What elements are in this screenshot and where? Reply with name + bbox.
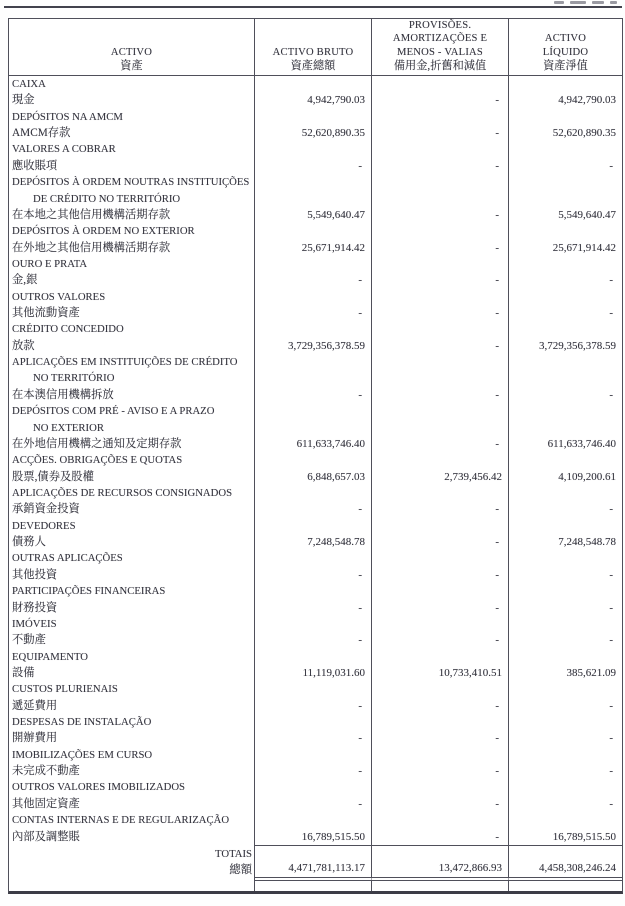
row-10-provisoes-empty (372, 452, 509, 468)
table-row (9, 109, 622, 125)
row-4-liquido-value: 25,671,914.42 (552, 241, 616, 254)
row-2-label-zh: 應收賬項 (9, 158, 255, 174)
table-row (9, 403, 622, 419)
row-13-label-zh: 其他投資 (9, 567, 255, 583)
table-row (9, 485, 622, 501)
row-6-provisoes-value: - (372, 305, 509, 321)
table-header-row (9, 19, 622, 76)
row-7-label-pt: CRÉDITO CONCEDIDO (9, 321, 255, 337)
row-14-provisoes-value: - (372, 600, 509, 616)
row-5-label-zh: 金,銀 (9, 272, 255, 288)
row-10-bruto-empty (255, 452, 372, 468)
row-9-label-pt: DEPÓSITOS COM PRÉ - AVISO E A PRAZO (9, 403, 255, 419)
row-13-provisoes-value: - (372, 567, 509, 583)
row-3-liquido-empty (509, 191, 622, 207)
table-row (9, 240, 622, 256)
assets-table (8, 18, 623, 894)
row-15-label-pt: IMÓVEIS (9, 616, 255, 632)
header-provisoes-pt-3: MENOS - VALIAS (397, 46, 483, 58)
totals-label-zh: 總額 (229, 864, 252, 877)
row-15-liquido-value: - (609, 634, 613, 647)
row-3-provisoes-empty (372, 174, 509, 190)
row-20-provisoes-value: - (372, 796, 509, 812)
row-8-liquido-empty (509, 354, 622, 370)
row-1-label-zh: AMCM存款 (9, 125, 255, 141)
row-10-label-pt: ACÇÕES. OBRIGAÇÕES E QUOTAS (9, 452, 255, 468)
row-8-bruto-empty (255, 354, 372, 370)
table-row (9, 747, 622, 763)
table-row (9, 370, 622, 386)
row-3-bruto-empty (255, 191, 372, 207)
row-3-provisoes-value: - (372, 207, 509, 223)
table-row (9, 698, 622, 714)
row-8-bruto-value: - (255, 387, 372, 403)
table-row (9, 452, 622, 468)
row-21-label-pt: CONTAS INTERNAS E DE REGULARIZAÇÃO (9, 812, 255, 828)
table-row (9, 125, 622, 141)
row-14-liquido-value: - (609, 601, 613, 614)
table-row (9, 665, 622, 681)
totals-liquido-value: 4,458,308,246.24 (509, 845, 622, 881)
header-activo-liquido (509, 19, 622, 76)
row-4-label-pt: DEPÓSITOS À ORDEM NO EXTERIOR (9, 223, 255, 239)
row-4-bruto-empty (255, 223, 372, 239)
row-19-liquido-value: - (609, 765, 613, 778)
row-11-liquido-value: - (609, 503, 613, 516)
table-row (9, 92, 622, 108)
table-row (9, 714, 622, 730)
table-row (9, 321, 622, 337)
table-row (9, 812, 622, 828)
row-12-provisoes-value: - (372, 534, 509, 550)
row-1-bruto-value: 52,620,890.35 (255, 125, 372, 141)
table-row (9, 550, 622, 566)
table-row (9, 387, 622, 403)
row-0-provisoes-value: - (372, 92, 509, 108)
empty-bottom-row (9, 881, 622, 891)
row-15-bruto-empty (255, 616, 372, 632)
row-17-bruto-empty (255, 681, 372, 697)
row-18-label-zh: 開辦費用 (9, 730, 255, 746)
table-row (9, 518, 622, 534)
row-4-provisoes-empty (372, 223, 509, 239)
header-bruto-zh: 資產總額 (290, 60, 336, 73)
table-row (9, 567, 622, 583)
row-21-provisoes-value: - (372, 829, 509, 845)
table-body (9, 76, 622, 845)
row-18-provisoes-value: - (372, 730, 509, 746)
row-9-bruto-value: 611,633,746.40 (255, 436, 372, 452)
table-row (9, 600, 622, 616)
row-20-bruto-value: - (255, 796, 372, 812)
row-17-provisoes-empty (372, 681, 509, 697)
header-bruto-pt: ACTIVO BRUTO (272, 46, 354, 58)
row-16-liquido-empty (509, 649, 622, 665)
row-20-label-pt: OUTROS VALORES IMOBILIZADOS (9, 779, 255, 795)
table-row (9, 207, 622, 223)
table-row (9, 272, 622, 288)
header-provisoes-pt-1: PROVISÕES. (408, 20, 472, 31)
row-0-liquido-value: 4,942,790.03 (558, 94, 616, 107)
row-17-provisoes-value: - (372, 698, 509, 714)
row-2-bruto-empty (255, 141, 372, 157)
header-provisoes-zh: 備用金,折舊和減值 (393, 60, 487, 73)
row-14-bruto-value: - (255, 600, 372, 616)
table-row (9, 632, 622, 648)
row-15-bruto-value: - (255, 632, 372, 648)
row-6-label-pt: OUTROS VALORES (9, 289, 255, 305)
row-1-provisoes-empty (372, 109, 509, 125)
header-activo-pt: ACTIVO (110, 46, 153, 58)
row-9-liquido-empty (509, 420, 622, 436)
row-15-label-zh: 不動產 (9, 632, 255, 648)
row-4-liquido-empty (509, 223, 622, 239)
row-0-label-pt: CAIXA (9, 76, 255, 92)
table-row (9, 305, 622, 321)
row-7-label-zh: 放款 (9, 338, 255, 354)
row-0-provisoes-empty (372, 76, 509, 92)
table-row (9, 141, 622, 157)
row-5-liquido-empty (509, 256, 622, 272)
row-12-liquido-value: 7,248,548.78 (558, 536, 616, 549)
row-4-label-zh: 在外地之其他信用機構活期存款 (9, 240, 255, 256)
header-activo-zh: 資產 (120, 60, 143, 73)
row-6-bruto-value: - (255, 305, 372, 321)
row-18-bruto-empty (255, 714, 372, 730)
table-row (9, 420, 622, 436)
row-8-label-pt: APLICAÇÕES EM INSTITUIÇÕES DE CRÉDITO (9, 354, 255, 370)
row-14-label-zh: 財務投資 (9, 600, 255, 616)
row-6-label-zh: 其他流動資產 (9, 305, 255, 321)
illegible-corner-marks (554, 1, 617, 4)
row-19-bruto-value: - (255, 763, 372, 779)
row-19-bruto-empty (255, 747, 372, 763)
row-2-bruto-value: - (255, 158, 372, 174)
row-11-bruto-empty (255, 485, 372, 501)
row-19-liquido-empty (509, 747, 622, 763)
table-row (9, 730, 622, 746)
row-7-provisoes-value: - (372, 338, 509, 354)
row-7-liquido-empty (509, 321, 622, 337)
row-21-bruto-empty (255, 812, 372, 828)
row-14-provisoes-empty (372, 583, 509, 599)
row-16-liquido-value: 385,621.09 (566, 666, 616, 679)
row-0-liquido-empty (509, 76, 622, 92)
row-3-label-zh: 在本地之其他信用機構活期存款 (9, 207, 255, 223)
row-1-bruto-empty (255, 109, 372, 125)
row-1-liquido-value: 52,620,890.35 (552, 127, 616, 140)
header-provisoes-pt-2: AMORTIZAÇÕES E (392, 33, 488, 45)
table-row (9, 76, 622, 92)
row-3-bruto-empty (255, 174, 372, 190)
row-13-liquido-empty (509, 550, 622, 566)
row-21-provisoes-empty (372, 812, 509, 828)
table-row (9, 158, 622, 174)
row-16-bruto-value: 11,119,031.60 (255, 665, 372, 681)
row-12-label-pt: DEVEDORES (9, 518, 255, 534)
row-18-provisoes-empty (372, 714, 509, 730)
row-8-bruto-empty (255, 370, 372, 386)
row-21-liquido-value: 16,789,515.50 (552, 830, 616, 843)
row-11-bruto-value: - (255, 501, 372, 517)
table-row (9, 469, 622, 485)
header-liquido-pt-1: ACTIVO (544, 33, 587, 45)
row-17-label-pt: CUSTOS PLURIENAIS (9, 681, 255, 697)
row-20-provisoes-empty (372, 779, 509, 795)
table-row (9, 796, 622, 812)
row-19-label-pt: IMOBILIZAÇÕES EM CURSO (9, 747, 255, 763)
row-0-bruto-value: 4,942,790.03 (255, 92, 372, 108)
table-row (9, 436, 622, 452)
row-8-provisoes-empty (372, 370, 509, 386)
row-1-label-pt: DEPÓSITOS NA AMCM (9, 109, 255, 125)
header-liquido-pt-2: LÍQUIDO (542, 46, 589, 58)
row-17-label-zh: 遞延費用 (9, 698, 255, 714)
row-16-provisoes-empty (372, 649, 509, 665)
row-1-provisoes-value: - (372, 125, 509, 141)
row-11-label-pt: APLICAÇÕES DE RECURSOS CONSIGNADOS (9, 485, 255, 501)
row-9-label-zh: 在外地信用機構之通知及定期存款 (9, 436, 255, 452)
row-6-bruto-empty (255, 289, 372, 305)
row-6-provisoes-empty (372, 289, 509, 305)
row-12-liquido-empty (509, 518, 622, 534)
header-activo (9, 19, 255, 76)
totals-label-pt: TOTAIS (215, 847, 252, 860)
row-15-provisoes-value: - (372, 632, 509, 648)
row-3-liquido-empty (509, 174, 622, 190)
row-14-liquido-empty (509, 583, 622, 599)
row-2-liquido-value: - (609, 159, 613, 172)
row-10-label-zh: 股票,債券及股權 (9, 469, 255, 485)
row-8-liquido-empty (509, 370, 622, 386)
table-row (9, 649, 622, 665)
row-19-label-zh: 未完成不動產 (9, 763, 255, 779)
row-8-liquido-value: - (609, 388, 613, 401)
header-liquido-zh: 資產淨值 (543, 60, 588, 73)
row-18-bruto-value: - (255, 730, 372, 746)
row-8-label-pt: NO TERRITÓRIO (9, 370, 255, 386)
table-row (9, 501, 622, 517)
row-13-liquido-value: - (609, 568, 613, 581)
row-8-label-zh: 在本澳信用機構拆放 (9, 387, 255, 403)
row-9-provisoes-empty (372, 420, 509, 436)
row-2-provisoes-empty (372, 141, 509, 157)
row-18-liquido-value: - (609, 732, 613, 745)
row-5-bruto-value: - (255, 272, 372, 288)
row-3-bruto-value: 5,549,640.47 (255, 207, 372, 223)
row-9-liquido-value: 611,633,746.40 (547, 437, 616, 450)
row-0-label-zh: 現金 (9, 92, 255, 108)
header-activo-bruto (255, 19, 372, 76)
row-1-liquido-empty (509, 109, 622, 125)
row-17-liquido-empty (509, 681, 622, 697)
row-18-label-pt: DESPESAS DE INSTALAÇÃO (9, 714, 255, 730)
row-21-liquido-empty (509, 812, 622, 828)
table-row (9, 763, 622, 779)
row-3-label-pt: DEPÓSITOS À ORDEM NOUTRAS INSTITUIÇÕES (9, 174, 255, 190)
row-20-label-zh: 其他固定資產 (9, 796, 255, 812)
row-2-liquido-empty (509, 141, 622, 157)
row-15-provisoes-empty (372, 616, 509, 632)
row-3-liquido-value: 5,549,640.47 (558, 208, 616, 221)
table-row (9, 616, 622, 632)
row-5-liquido-value: - (609, 274, 613, 287)
row-0-bruto-empty (255, 76, 372, 92)
table-row (9, 256, 622, 272)
row-12-provisoes-empty (372, 518, 509, 534)
totals-row (9, 845, 622, 881)
row-5-bruto-empty (255, 256, 372, 272)
row-5-label-pt: OURO E PRATA (9, 256, 255, 272)
row-11-liquido-empty (509, 485, 622, 501)
row-9-liquido-empty (509, 403, 622, 419)
row-17-liquido-value: - (609, 699, 613, 712)
row-7-bruto-value: 3,729,356,378.59 (255, 338, 372, 354)
row-10-provisoes-value: 2,739,456.42 (372, 469, 509, 485)
row-10-bruto-value: 6,848,657.03 (255, 469, 372, 485)
row-8-provisoes-value: - (372, 387, 509, 403)
row-11-label-zh: 承銷資金投資 (9, 501, 255, 517)
row-12-label-zh: 債務人 (9, 534, 255, 550)
row-20-bruto-empty (255, 779, 372, 795)
row-9-bruto-empty (255, 403, 372, 419)
table-row (9, 338, 622, 354)
row-8-provisoes-empty (372, 354, 509, 370)
row-11-provisoes-value: - (372, 501, 509, 517)
row-16-label-pt: EQUIPAMENTO (9, 649, 255, 665)
row-7-liquido-value: 3,729,356,378.59 (539, 339, 616, 352)
row-5-provisoes-empty (372, 256, 509, 272)
row-19-provisoes-empty (372, 747, 509, 763)
table-row (9, 829, 622, 845)
row-11-provisoes-empty (372, 485, 509, 501)
totals-bruto-value: 4,471,781,113.17 (255, 845, 372, 881)
header-provisoes (372, 19, 509, 76)
row-2-provisoes-value: - (372, 158, 509, 174)
table-row (9, 223, 622, 239)
table-row (9, 354, 622, 370)
row-16-provisoes-value: 10,733,410.51 (372, 665, 509, 681)
table-row (9, 534, 622, 550)
row-14-label-pt: PARTICIPAÇÕES FINANCEIRAS (9, 583, 255, 599)
table-row (9, 779, 622, 795)
row-6-liquido-empty (509, 289, 622, 305)
row-18-liquido-empty (509, 714, 622, 730)
row-10-liquido-value: 4,109,200.61 (558, 470, 616, 483)
row-19-provisoes-value: - (372, 763, 509, 779)
row-16-bruto-empty (255, 649, 372, 665)
row-3-provisoes-empty (372, 191, 509, 207)
row-12-bruto-value: 7,248,548.78 (255, 534, 372, 550)
row-9-provisoes-empty (372, 403, 509, 419)
row-13-bruto-empty (255, 550, 372, 566)
row-14-bruto-empty (255, 583, 372, 599)
row-17-bruto-value: - (255, 698, 372, 714)
row-21-bruto-value: 16,789,515.50 (255, 829, 372, 845)
table-row (9, 681, 622, 697)
row-4-bruto-value: 25,671,914.42 (255, 240, 372, 256)
totals-provisoes-value: 13,472,866.93 (372, 845, 509, 881)
table-row (9, 583, 622, 599)
row-5-provisoes-value: - (372, 272, 509, 288)
row-7-provisoes-empty (372, 321, 509, 337)
row-12-bruto-empty (255, 518, 372, 534)
row-10-liquido-empty (509, 452, 622, 468)
row-9-provisoes-value: - (372, 436, 509, 452)
row-2-label-pt: VALORES A COBRAR (9, 141, 255, 157)
table-row (9, 174, 622, 190)
totals-label-cell (9, 845, 255, 881)
row-13-bruto-value: - (255, 567, 372, 583)
row-3-label-pt: DE CRÉDITO NO TERRITÓRIO (9, 191, 255, 207)
table-row (9, 289, 622, 305)
row-6-liquido-value: - (609, 307, 613, 320)
row-21-label-zh: 內部及調整賬 (9, 829, 255, 845)
row-13-label-pt: OUTRAS APLICAÇÕES (9, 550, 255, 566)
row-9-label-pt: NO EXTERIOR (9, 420, 255, 436)
row-20-liquido-empty (509, 779, 622, 795)
row-20-liquido-value: - (609, 797, 613, 810)
row-9-bruto-empty (255, 420, 372, 436)
page-top-rule (4, 6, 622, 8)
row-15-liquido-empty (509, 616, 622, 632)
table-row (9, 191, 622, 207)
row-7-bruto-empty (255, 321, 372, 337)
row-16-label-zh: 設備 (9, 665, 255, 681)
row-13-provisoes-empty (372, 550, 509, 566)
row-4-provisoes-value: - (372, 240, 509, 256)
